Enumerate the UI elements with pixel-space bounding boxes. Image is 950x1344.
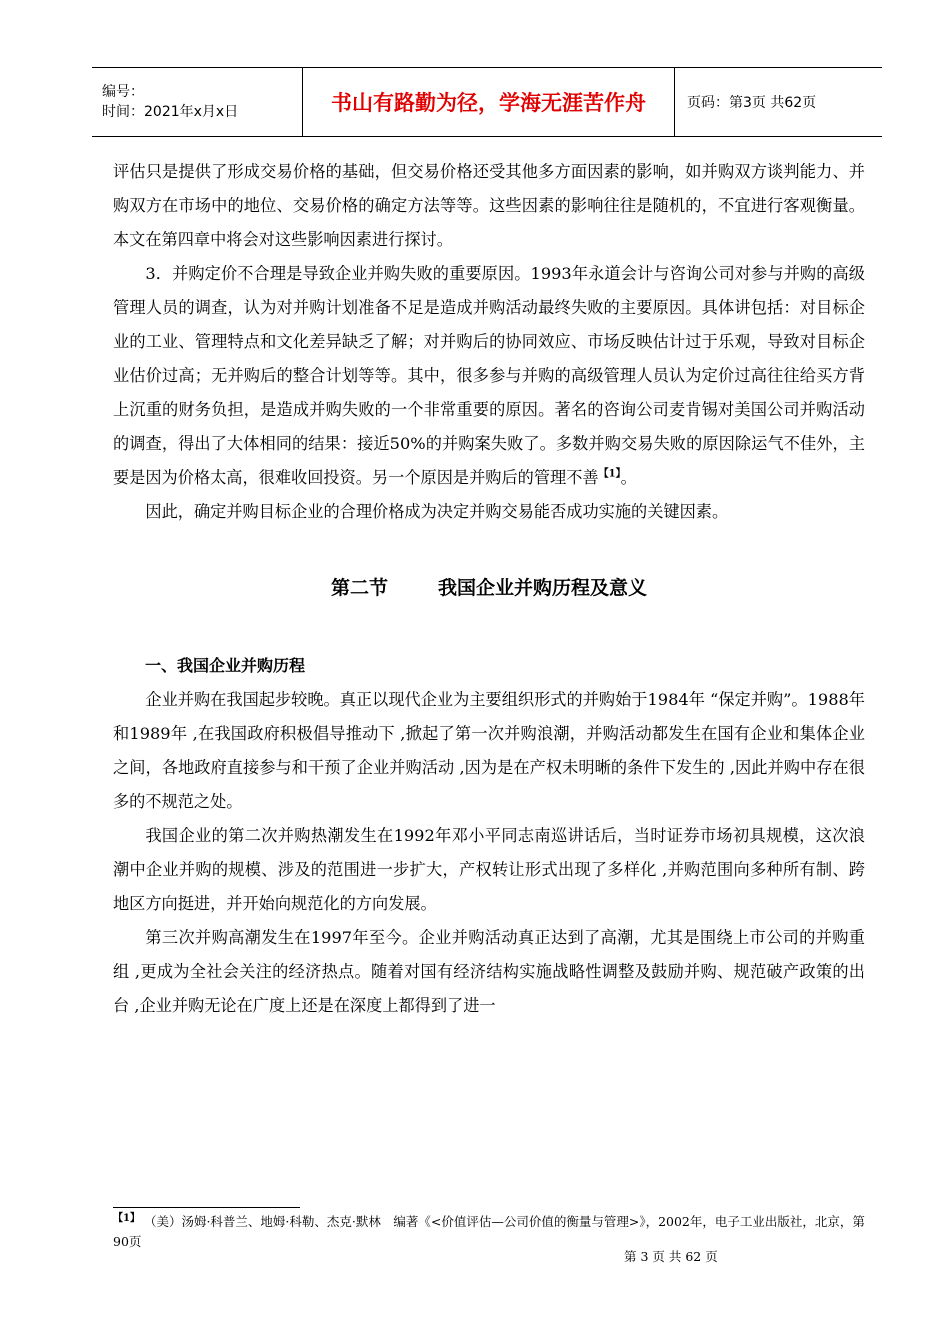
paragraph-6: 第三次并购高潮发生在1997年至今。企业并购活动真正达到了高潮，尤其是围绕上市公司的并购重组 ,更成为全社会关注的经济热点。随着对国有经济结构实施战略性调整及鼓励并购、规范破产政策的出台 ,企业并购无论在广度上还是在深度上都得到了进一	[113, 928, 865, 1015]
header-time-label: 时间：2021年x月x日	[102, 104, 239, 120]
paragraph-3: 因此，确定并购目标企业的合理价格成为决定并购交易能否成功实施的关键因素。	[145, 502, 729, 521]
footnote	[113, 1212, 865, 1252]
paragraph-2	[113, 257, 865, 495]
document-body	[113, 155, 865, 1023]
section-heading	[113, 573, 865, 603]
section-title: 我国企业并购历程及意义	[438, 577, 648, 599]
paragraph-1: 评估只是提供了形成交易价格的基础，但交易价格还受其他多方面因素的影响，如并购双方谈判能力、并购双方在市场中的地位、交易价格的确定方法等等。这些因素的影响往往是随机的，不宜进行客观衡量。本文在第四章中将会对这些影响因素进行探讨。	[113, 162, 865, 249]
header-meta	[92, 68, 303, 137]
subsection-heading: 一、我国企业并购历程	[145, 656, 306, 675]
paragraph-4: 企业并购在我国起步较晚。真正以现代企业为主要组织形式的并购始于1984年 “保定并购”。1988年和1989年 ,在我国政府积极倡导推动下 ,掀起了第一次并购浪潮，并购活动都发生在国有企业和集体企业之间，各地政府直接参与和干预了企业并购活动 ,因为是在产权未明晰的条件下发生的 ,因此并购中存在很多的不规范之处。	[113, 690, 865, 811]
footnote-reference[interactable]: 【1】	[598, 468, 621, 480]
section-number: 第二节	[330, 577, 388, 599]
footnote-divider	[113, 1207, 300, 1208]
header-page-label: 页码：第3页 共62页	[675, 68, 883, 137]
header-number-label: 编号：	[102, 84, 144, 100]
header-motto: 书山有路勤为径，学海无涯苦作舟	[303, 68, 675, 137]
paragraph-2-end: 。	[620, 468, 637, 487]
document-header	[92, 67, 882, 137]
paragraph-5: 我国企业的第二次并购热潮发生在1992年邓小平同志南巡讲话后，当时证券市场初具规模，这次浪潮中企业并购的规模、涉及的范围进一步扩大，产权转让形式出现了多样化 ,并购范围向多种所有制、跨地区方向挺进，并开始向规范化的方向发展。	[113, 826, 865, 913]
paragraph-2-text: 3．并购定价不合理是导致企业并购失败的重要原因。1993年永道会计与咨询公司对参与并购的高级管理人员的调查，认为对并购计划准备不足是造成并购活动最终失败的主要原因。具体讲包括：对目标企业的工业、管理特点和文化差异缺乏了解；对并购后的协同效应、市场反映估计过于乐观，导致对目标企业估价过高；无并购后的整合计划等等。其中，很多参与并购的高级管理人员认为定价过高往往给买方背上沉重的财务负担，是造成并购失败的一个非常重要的原因。著名的咨询公司麦肯锡对美国公司并购活动的调查，得出了大体相同的结果：接近50%的并购案失败了。多数并购交易失败的原因除运气不佳外，主要是因为价格太高，很难收回投资。另一个原因是并购后的管理不善	[113, 264, 865, 487]
page-footer: 第 3 页 共 62 页	[624, 1249, 718, 1264]
footnote-text: （美）汤姆·科普兰、地姆·科勒、杰克·默林 编著《<价值评估—公司价值的衡量与管理>》，2002年，电子工业出版社，北京，第90页	[113, 1214, 865, 1249]
footnote-marker: 【1】	[113, 1212, 140, 1224]
